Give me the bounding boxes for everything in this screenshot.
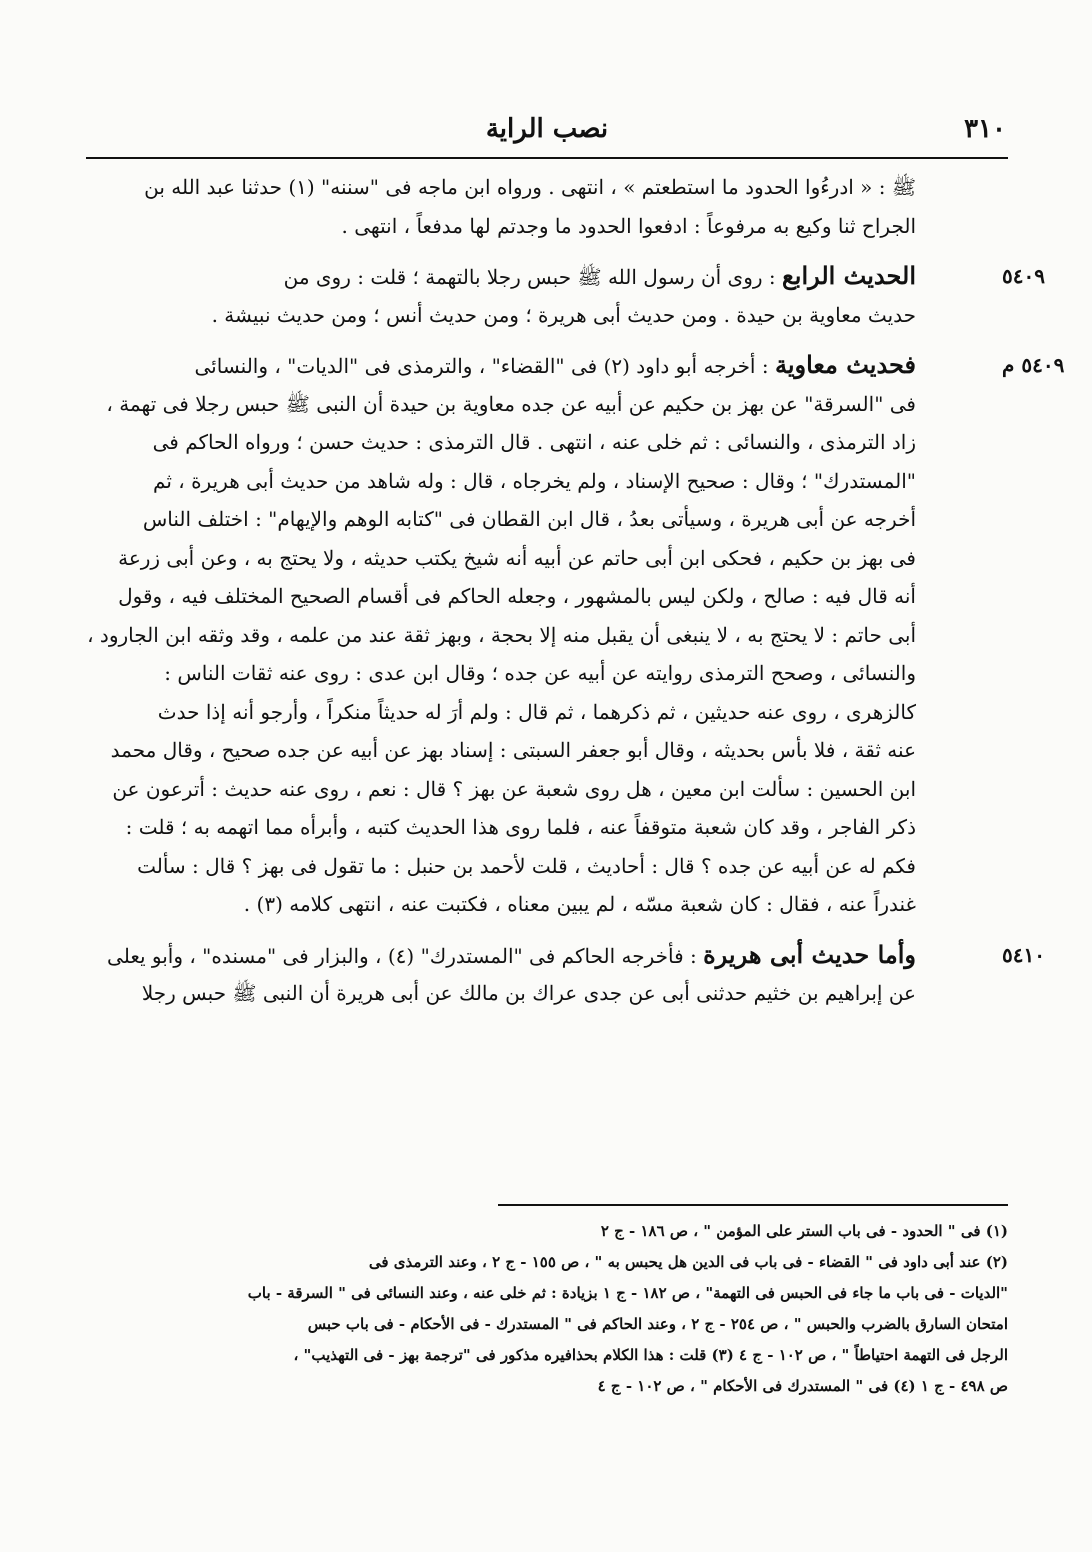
text-line: الجراح ثنا وكيع به مرفوعاً : ادفعوا الحدود ما وجدتم لها مدفعاً ، انتهى . bbox=[341, 213, 916, 238]
hadith-entry-5409m bbox=[86, 346, 1065, 924]
text-run: : فأخرجه الحاكم فى "المستدرك" (٤) ، والبزار فى "مسنده" ، وأبو يعلى bbox=[107, 943, 697, 968]
text-run: : روى أن رسول الله ﷺ حبس رجلا بالتهمة ؛ قلت : روى من bbox=[283, 265, 776, 289]
main-text bbox=[86, 168, 1065, 1013]
hadith-heading: الحديث الرابع bbox=[781, 261, 916, 290]
text-line: "المستدرك" ؛ وقال : صحيح الإسناد ، ولم يخرجاه ، قال : وله شاهد من حديث أبى هريرة ، ثم bbox=[153, 468, 916, 493]
hadith-heading: وأما حديث أبى هريرة bbox=[703, 939, 916, 969]
text-line: حديث معاوية بن حيدة . ومن حديث أبى هريرة ؛ ومن حديث أنس ؛ ومن حديث نبيشة . bbox=[211, 302, 916, 327]
text-line bbox=[86, 346, 916, 385]
text-line: كالزهرى ، روى عنه حديثين ، ثم ذكرهما ، ثم قال : ولم أرَ له حديثاً منكراً ، وأرجو أنه إذا حدث bbox=[157, 699, 916, 724]
footnote-line: امتحان السارق بالضرب والحبس " ، ص ٢٥٤ - ج ٢ ، وعند الحاكم فى " المستدرك - فى الأحكام - فى باب حبس bbox=[307, 1315, 1008, 1333]
text-line: غندراً عنه ، فقال : كان شعبة مسّه ، لم يبين معناه ، فكتبت عنه ، انتهى كلامه (٣) . bbox=[243, 892, 916, 916]
text-line: زاد الترمذى ، والنسائى : ثم خلى عنه ، انتهى . قال الترمذى : حديث حسن ؛ ورواه الحاكم فى bbox=[152, 430, 916, 454]
text-line: ابن الحسين : سألت ابن معين ، هل روى شعبة عن بهز ؟ قال : نعم ، روى عنه حديث : أترعون عن bbox=[112, 776, 916, 801]
footnote-line: "الديات - فى باب ما جاء فى الحبس فى التهمة" ، ص ١٨٢ - ج ١ بزيادة : ثم خلى عنه ، وعند النسائى فى " السرقة - باب bbox=[247, 1284, 1008, 1302]
footnote-line: (٢) عند أبى داود فى " القضاء - فى باب فى الدين هل يحبس به " ، ص ١٥٥ - ج ٢ ، وعند الترمذى فى bbox=[368, 1253, 1008, 1271]
hadith-number: ٥٤٠٩ bbox=[1002, 264, 1045, 288]
text-line: ذكر الفاجر ، وقد كان شعبة متوقفاً عنه ، فلما روى هذا الحديث كتبه ، وأبرأه مما اتهمه به ؛ قلت : bbox=[125, 815, 916, 839]
footnotes bbox=[86, 1216, 1008, 1402]
hadith-entry-5409 bbox=[86, 257, 1045, 334]
page-title: نصب الراية bbox=[485, 114, 609, 144]
text-line: والنسائى ، وصحح الترمذى روايته عن أبيه عن جده ؛ وقال ابن عدى : روى عنه ثقات الناس : bbox=[164, 661, 916, 685]
header-divider bbox=[86, 157, 1008, 159]
text-line: عنه ثقة ، فلا بأس بحديثه ، وقال أبو جعفر السبتى : إسناد بهز عن أبيه عن جده صحيح ، وقال محمد bbox=[110, 738, 916, 762]
text-line bbox=[86, 257, 916, 296]
text-line: فى "السرقة" عن بهز بن حكيم عن أبيه عن جده معاوية بن حيدة أن النبى ﷺ حبس رجلا فى تهمة ، bbox=[106, 391, 916, 416]
hadith-heading: فحديث معاوية bbox=[774, 350, 916, 379]
text-line: أبى حاتم : لا يحتج به ، لا ينبغى أن يقبل منه إلا بحجة ، وبهز ثقة عند من علمه ، وقد وثقه ابن الجارود ، bbox=[87, 622, 916, 647]
page-header bbox=[86, 110, 1008, 154]
hadith-number: ٥٤٠٩ م bbox=[1002, 353, 1065, 377]
text-line: فكم له عن أبيه عن جده ؟ قال : أحاديث ، قلت لأحمد بن حنبل : ما تقول فى بهز ؟ قال : سألت bbox=[137, 853, 916, 878]
intro-paragraph bbox=[86, 168, 916, 245]
hadith-entry-5410 bbox=[86, 936, 1045, 1013]
text-line: عن إبراهيم بن خثيم حدثنى أبى عن جدى عراك بن مالك عن أبى هريرة أن النبى ﷺ حبس رجلا bbox=[141, 981, 916, 1005]
text-run: : أخرجه أبو داود (٢) فى "القضاء" ، والترمذى فى "الديات" ، والنسائى bbox=[194, 354, 769, 378]
footnote-line: ص ٤٩٨ - ج ١ (٤) فى " المستدرك فى الأحكام " ، ص ١٠٢ - ج ٤ bbox=[597, 1377, 1008, 1395]
hadith-number: ٥٤١٠ bbox=[1002, 942, 1045, 967]
footnote-line: الرجل فى التهمة احتياطاً " ، ص ١٠٢ - ج ٤ (٣) قلت : هذا الكلام بحذافيره مذكور فى "ترجمة بهز - فى التهذيب" ، bbox=[293, 1346, 1008, 1364]
text-line: ﷺ : « ادرءُوا الحدود ما استطعتم » ، انتهى . ورواه ابن ماجه فى "سننه" (١) حدثنا عبد الله بن bbox=[144, 175, 916, 199]
text-line: فى بهز بن حكيم ، فحكى ابن أبى حاتم عن أبيه أنه شيخ يكتب حديثه ، ولا يحتج به ، وعن أبى زرعة bbox=[118, 545, 916, 570]
text-line: أنه قال فيه : صالح ، ولكن ليس بالمشهور ، وجعله الحاكم فى أقسام الصحيح المختلف فيه ، وقول bbox=[118, 584, 916, 608]
text-line bbox=[86, 936, 916, 975]
footnote-divider bbox=[498, 1204, 1008, 1206]
footnote-line: (١) فى " الحدود - فى باب الستر على المؤمن " ، ص ١٨٦ - ج ٢ bbox=[600, 1222, 1008, 1240]
page-number: ٣١٠ bbox=[964, 114, 1006, 144]
text-line: أخرجه عن أبى هريرة ، وسيأتى بعدُ ، قال ابن القطان فى "كتابه الوهم والإيهام" : اختلف الناس bbox=[142, 507, 916, 531]
